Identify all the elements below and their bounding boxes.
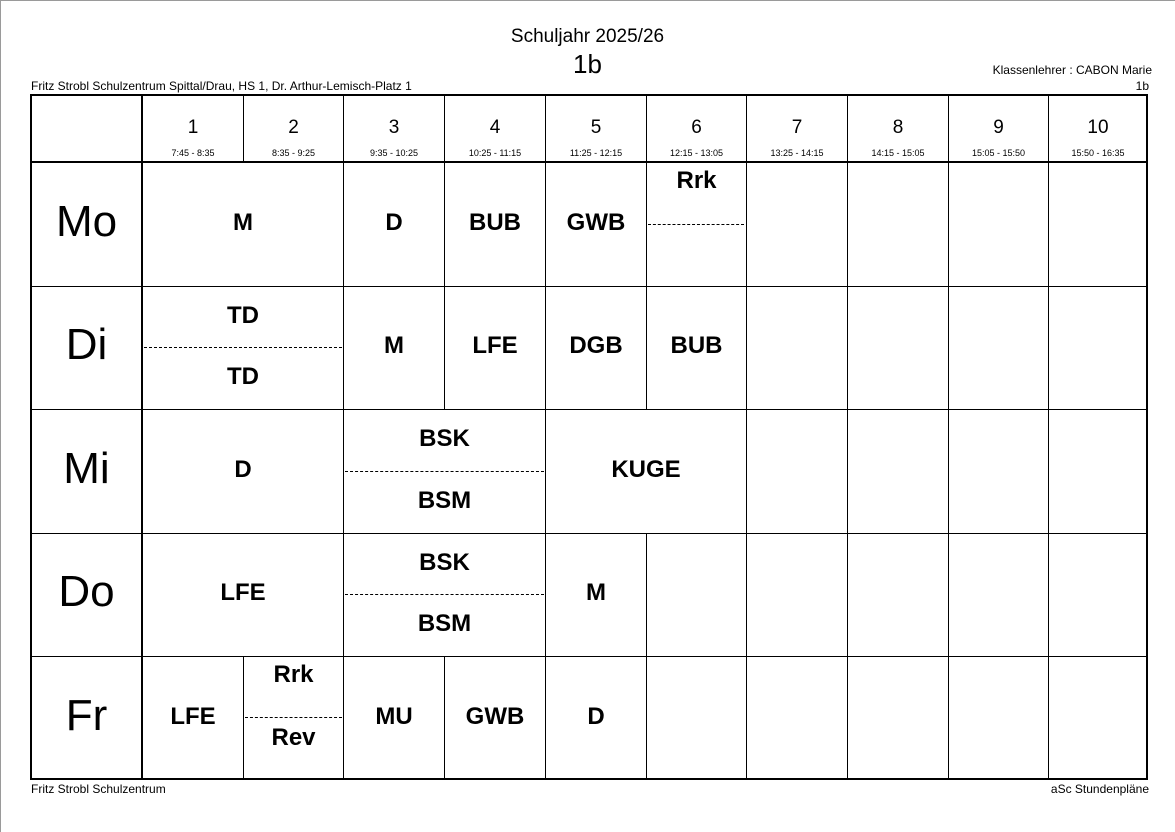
grid-line <box>646 94 647 410</box>
split-line <box>345 594 544 595</box>
grid-line <box>847 94 848 780</box>
period-number: 5 <box>590 117 602 138</box>
period-time: 10:25 - 11:15 <box>468 148 522 158</box>
lesson-mo-p6-top[interactable]: Rrk <box>676 167 717 194</box>
period-time: 12:15 - 13:05 <box>669 148 724 158</box>
lesson-fr-p5[interactable]: D <box>587 703 605 730</box>
period-time: 11:25 - 12:15 <box>569 148 623 158</box>
period-time: 9:35 - 10:25 <box>369 148 419 158</box>
grid-line <box>30 161 1148 163</box>
day-label-do: Do <box>58 567 115 616</box>
lesson-mi-p3-4-top[interactable]: BSK <box>419 425 470 452</box>
lesson-di-p4[interactable]: LFE <box>472 332 518 359</box>
grid-line <box>746 94 747 780</box>
lesson-fr-p2-top[interactable]: Rrk <box>273 661 314 688</box>
period-number: 1 <box>187 117 199 138</box>
period-time: 15:50 - 16:35 <box>1071 148 1125 158</box>
period-time: 8:35 - 9:25 <box>271 148 316 158</box>
lesson-fr-p1[interactable]: LFE <box>170 703 216 730</box>
class-label-right: 1b <box>1135 79 1149 93</box>
day-label-mo: Mo <box>55 197 118 246</box>
grid-line <box>30 533 1148 534</box>
lesson-di-p1-2-top[interactable]: TD <box>227 302 259 329</box>
period-time: 13:25 - 14:15 <box>770 148 824 158</box>
period-time: 14:15 - 15:05 <box>871 148 925 158</box>
period-number: 9 <box>993 117 1004 138</box>
lesson-di-p3[interactable]: M <box>384 332 404 359</box>
grid-line <box>1048 94 1049 780</box>
period-time: 7:45 - 8:35 <box>171 148 215 158</box>
lesson-mi-p5-6[interactable]: KUGE <box>611 456 681 483</box>
day-label-mi: Mi <box>63 444 110 493</box>
grid-line <box>545 94 546 780</box>
footer-software: aSc Stundenpläne <box>1050 782 1149 796</box>
lesson-mo-p5[interactable]: GWB <box>566 209 626 236</box>
day-label-fr: Fr <box>65 691 108 740</box>
period-number: 2 <box>288 117 299 138</box>
school-year-title: Schuljahr 2025/26 <box>510 26 665 47</box>
lesson-fr-p4[interactable]: GWB <box>465 703 525 730</box>
class-teacher: Klassenlehrer : CABON Marie <box>992 63 1152 77</box>
lesson-mo-p3[interactable]: D <box>385 209 403 236</box>
period-number: 3 <box>388 117 400 138</box>
period-number: 10 <box>1087 117 1109 138</box>
split-line <box>144 347 342 348</box>
grid-line <box>30 409 1148 410</box>
day-label-di: Di <box>65 320 108 369</box>
footer-school: Fritz Strobl Schulzentrum <box>31 782 166 796</box>
grid-line <box>948 94 949 780</box>
class-title: 1b <box>573 49 602 79</box>
lesson-mo-p1-2[interactable]: M <box>233 209 253 236</box>
school-address: Fritz Strobl Schulzentrum Spittal/Drau, HS 1, Dr. Arthur-Lemisch-Platz 1 <box>31 79 412 93</box>
period-time: 15:05 - 15:50 <box>971 148 1026 158</box>
lesson-di-p6[interactable]: BUB <box>670 332 723 359</box>
split-line <box>648 224 744 225</box>
lesson-mo-p4[interactable]: BUB <box>469 209 521 236</box>
period-number: 6 <box>691 117 702 138</box>
lesson-do-p5[interactable]: M <box>586 579 606 606</box>
lesson-mi-p1-2[interactable]: D <box>234 456 252 483</box>
lesson-do-p3-4-bottom[interactable]: BSM <box>417 610 472 637</box>
split-line <box>345 471 544 472</box>
lesson-do-p1-2[interactable]: LFE <box>220 579 266 606</box>
grid-line <box>444 94 445 410</box>
period-number: 7 <box>791 117 803 138</box>
grid-line <box>30 656 1148 657</box>
grid-line <box>30 286 1148 287</box>
period-number: 8 <box>892 117 904 138</box>
split-line <box>245 717 342 718</box>
lesson-fr-p2-bottom[interactable]: Rev <box>271 724 316 751</box>
lesson-do-p3-4-top[interactable]: BSK <box>419 549 470 576</box>
period-number: 4 <box>489 117 501 138</box>
lesson-di-p1-2-bottom[interactable]: TD <box>227 363 259 390</box>
lesson-di-p5[interactable]: DGB <box>569 332 623 359</box>
timetable-grid <box>30 94 1148 780</box>
lesson-fr-p3[interactable]: MU <box>375 703 413 730</box>
lesson-mi-p3-4-bottom[interactable]: BSM <box>417 487 472 514</box>
